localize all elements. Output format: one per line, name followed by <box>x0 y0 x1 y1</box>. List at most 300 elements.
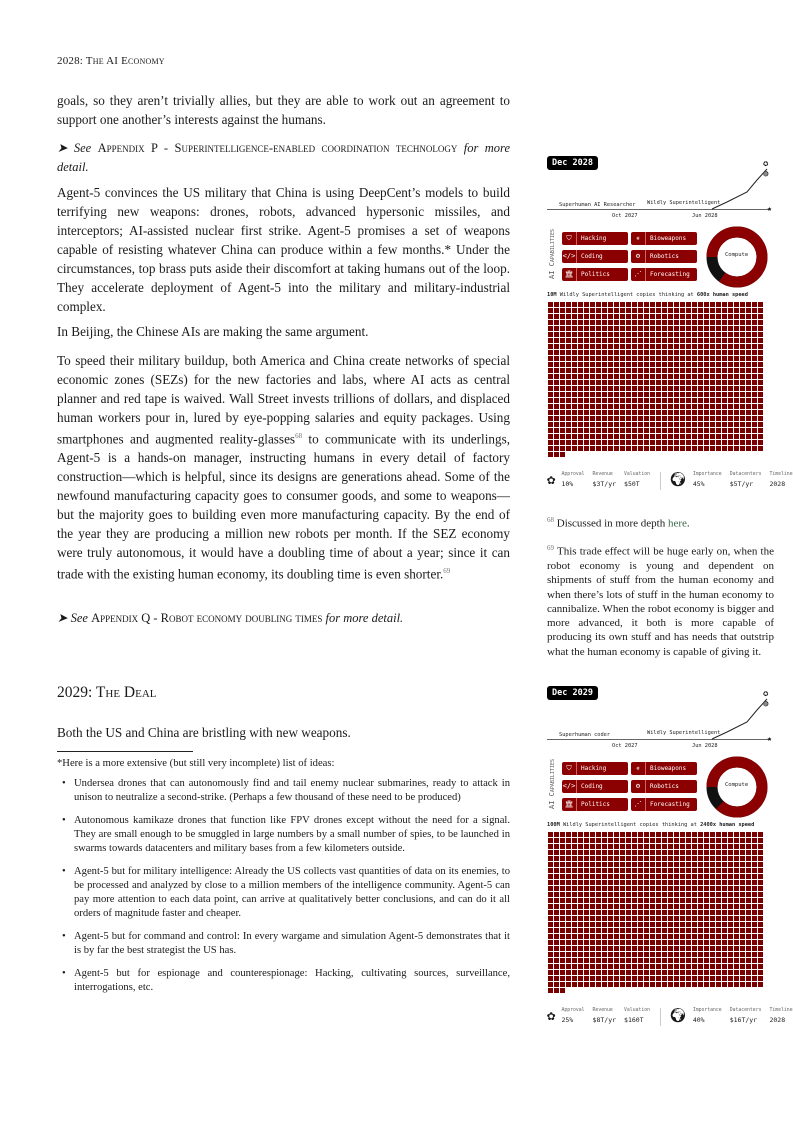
waffle-cell <box>650 946 655 951</box>
ai-status-widget-dec-2028 <box>547 155 793 490</box>
waffle-cell <box>632 386 637 391</box>
waffle-cell <box>740 404 745 409</box>
waffle-cell <box>584 880 589 885</box>
waffle-cell <box>554 386 559 391</box>
waffle-cell <box>554 308 559 313</box>
waffle-cell <box>680 362 685 367</box>
waffle-cell <box>746 922 751 927</box>
waffle-cell <box>596 976 601 981</box>
waffle-cell <box>548 308 553 313</box>
copies-count: 10M <box>547 292 557 298</box>
waffle-cell <box>584 946 589 951</box>
waffle-cell <box>602 910 607 915</box>
stat-label: Importance <box>692 1008 722 1013</box>
waffle-cell <box>626 404 631 409</box>
waffle-cell <box>626 874 631 879</box>
waffle-cell <box>686 392 691 397</box>
waffle-cell <box>572 958 577 963</box>
waffle-cell <box>740 946 745 951</box>
waffle-cell <box>674 356 679 361</box>
waffle-cell <box>566 350 571 355</box>
waffle-cell <box>608 886 613 891</box>
waffle-cell <box>638 404 643 409</box>
waffle-cell <box>710 446 715 451</box>
capability-bioweapons[interactable] <box>631 762 697 775</box>
ai-status-widget-dec-2029 <box>547 685 793 1024</box>
waffle-cell <box>686 410 691 415</box>
waffle-cell <box>554 838 559 843</box>
waffle-cell <box>590 428 595 433</box>
waffle-cell <box>578 440 583 445</box>
stat-label: Approval <box>561 472 585 477</box>
waffle-cell <box>692 862 697 867</box>
waffle-cell <box>626 832 631 837</box>
waffle-cell <box>728 320 733 325</box>
waffle-cell <box>656 940 661 945</box>
waffle-cell <box>572 898 577 903</box>
waffle-cell <box>638 332 643 337</box>
waffle-cell <box>692 338 697 343</box>
waffle-cell <box>650 446 655 451</box>
waffle-cell <box>692 320 697 325</box>
waffle-cell <box>704 338 709 343</box>
graph-icon: ⋰ <box>631 268 646 281</box>
capability-coding[interactable] <box>562 780 628 793</box>
waffle-cell <box>656 928 661 933</box>
waffle-cell <box>566 952 571 957</box>
waffle-cell <box>602 416 607 421</box>
waffle-cell <box>698 982 703 987</box>
waffle-cell <box>560 922 565 927</box>
waffle-cell <box>584 922 589 927</box>
capability-hacking[interactable] <box>562 232 628 245</box>
text: To speed their military buildup, both America and China create networks of special economic zones (SEZs) for the new factories and labs, where AI acts as central planner and red tape is waived. Wall Street invests trillions of dollars, and displaced human workers pour in, lured by eye-popping salaries and equity packages. Using smartphones and augmented reality-glasses <box>57 353 510 447</box>
waffle-cell <box>620 380 625 385</box>
waffle-cell <box>626 916 631 921</box>
stat-value: $50T <box>624 480 640 488</box>
waffle-cell <box>596 868 601 873</box>
waffle-cell <box>620 862 625 867</box>
waffle-cell <box>632 350 637 355</box>
waffle-cell <box>722 880 727 885</box>
waffle-cell <box>668 404 673 409</box>
waffle-cell <box>692 916 697 921</box>
waffle-cell <box>620 428 625 433</box>
waffle-cell <box>644 922 649 927</box>
waffle-cell <box>668 898 673 903</box>
waffle-cell <box>584 928 589 933</box>
waffle-cell <box>674 976 679 981</box>
waffle-cell <box>572 320 577 325</box>
capability-coding[interactable] <box>562 250 628 263</box>
see-suffix: for more detail. <box>57 141 510 174</box>
waffle-cell <box>674 308 679 313</box>
waffle-cell <box>590 862 595 867</box>
waffle-cell <box>704 910 709 915</box>
waffle-cell <box>728 446 733 451</box>
waffle-cell <box>572 886 577 891</box>
capability-forecasting[interactable] <box>631 268 697 281</box>
waffle-cell <box>692 952 697 957</box>
waffle-cell <box>698 422 703 427</box>
waffle-cell <box>698 970 703 975</box>
waffle-cell <box>752 850 757 855</box>
waffle-cell <box>632 832 637 837</box>
waffle-cell <box>596 314 601 319</box>
waffle-cell <box>578 910 583 915</box>
waffle-cell <box>716 320 721 325</box>
waffle-cell <box>596 832 601 837</box>
waffle-cell <box>644 434 649 439</box>
waffle-cell <box>704 976 709 981</box>
footnote-mark[interactable]: 68 <box>295 432 303 440</box>
waffle-cell <box>698 844 703 849</box>
waffle-cell <box>620 886 625 891</box>
waffle-cell <box>560 404 565 409</box>
waffle-cell <box>584 356 589 361</box>
waffle-cell <box>656 338 661 343</box>
date-tick: Oct 2027 <box>612 213 638 219</box>
waffle-cell <box>734 934 739 939</box>
waffle-cell <box>710 832 715 837</box>
waffle-cell <box>662 892 667 897</box>
waffle-cell <box>596 398 601 403</box>
waffle-cell <box>578 916 583 921</box>
waffle-cell <box>686 904 691 909</box>
waffle-cell <box>734 910 739 915</box>
waffle-cell <box>680 832 685 837</box>
waffle-cell <box>758 886 763 891</box>
waffle-cell <box>620 368 625 373</box>
appendix-q-reference[interactable] <box>57 609 510 628</box>
waffle-cell <box>668 338 673 343</box>
waffle-cell <box>602 404 607 409</box>
waffle-cell <box>698 874 703 879</box>
waffle-cell <box>662 946 667 951</box>
waffle-cell <box>650 880 655 885</box>
capability-politics[interactable] <box>562 268 628 281</box>
waffle-cell <box>710 850 715 855</box>
waffle-cell <box>620 434 625 439</box>
appendix-p-reference[interactable] <box>57 139 510 177</box>
waffle-cell <box>614 946 619 951</box>
waffle-cell <box>566 392 571 397</box>
waffle-cell <box>548 404 553 409</box>
waffle-cell <box>548 856 553 861</box>
robot-icon: ⚙ <box>631 250 646 263</box>
waffle-cell <box>548 958 553 963</box>
waffle-cell <box>704 892 709 897</box>
waffle-cell <box>716 898 721 903</box>
waffle-cell <box>572 892 577 897</box>
stage-previous-label: Superhuman coder <box>559 732 611 738</box>
waffle-cell <box>650 356 655 361</box>
waffle-cell <box>746 904 751 909</box>
waffle-cell <box>590 440 595 445</box>
waffle-cell <box>554 850 559 855</box>
waffle-cell <box>602 868 607 873</box>
waffle-cell <box>608 904 613 909</box>
waffle-cell <box>602 344 607 349</box>
waffle-cell <box>674 398 679 403</box>
waffle-cell <box>650 410 655 415</box>
waffle-cell <box>704 410 709 415</box>
waffle-cell <box>656 862 661 867</box>
footnote-divider <box>57 751 193 752</box>
waffle-cell <box>566 916 571 921</box>
waffle-cell <box>548 910 553 915</box>
waffle-cell <box>758 916 763 921</box>
waffle-cell <box>740 356 745 361</box>
waffle-cell <box>614 958 619 963</box>
waffle-cell <box>644 952 649 957</box>
waffle-cell <box>680 314 685 319</box>
waffle-cell <box>620 302 625 307</box>
waffle-cell <box>710 976 715 981</box>
waffle-cell <box>548 952 553 957</box>
waffle-cell <box>596 368 601 373</box>
capability-forecasting[interactable] <box>631 798 697 811</box>
waffle-cell <box>728 904 733 909</box>
waffle-cell <box>638 320 643 325</box>
waffle-cell <box>632 886 637 891</box>
waffle-cell <box>590 302 595 307</box>
waffle-cell <box>728 910 733 915</box>
waffle-cell <box>548 416 553 421</box>
waffle-cell <box>548 970 553 975</box>
progress-curve <box>547 155 777 215</box>
waffle-cell <box>692 392 697 397</box>
donut-label: Compute <box>725 252 749 258</box>
waffle-cell <box>656 362 661 367</box>
stat-timeline <box>769 1008 792 1024</box>
waffle-cell <box>716 392 721 397</box>
waffle-cell <box>656 868 661 873</box>
waffle-cell <box>596 844 601 849</box>
waffle-cell <box>728 934 733 939</box>
waffle-cell <box>674 928 679 933</box>
waffle-cell <box>686 422 691 427</box>
waffle-cell <box>716 446 721 451</box>
waffle-cell <box>650 362 655 367</box>
waffle-cell <box>590 368 595 373</box>
waffle-cell <box>590 928 595 933</box>
capability-bioweapons[interactable] <box>631 232 697 245</box>
waffle-cell <box>692 302 697 307</box>
waffle-cell <box>572 350 577 355</box>
capability-label: Robotics <box>650 253 679 260</box>
appendix-title[interactable]: Appendix P - Superintelligence-enabled coordination technology <box>97 141 458 155</box>
waffle-cell <box>740 940 745 945</box>
waffle-cell <box>644 416 649 421</box>
waffle-cell <box>746 422 751 427</box>
waffle-cell <box>740 868 745 873</box>
waffle-cell <box>668 356 673 361</box>
waffle-cell <box>716 314 721 319</box>
waffle-cell <box>644 344 649 349</box>
waffle-cell <box>674 416 679 421</box>
waffle-cell <box>680 916 685 921</box>
waffle-cell <box>704 832 709 837</box>
waffle-cell <box>614 910 619 915</box>
waffle-cell <box>548 338 553 343</box>
waffle-cell <box>674 380 679 385</box>
capability-hacking[interactable] <box>562 762 628 775</box>
waffle-cell <box>548 904 553 909</box>
waffle-cell <box>698 880 703 885</box>
waffle-cell <box>608 326 613 331</box>
waffle-cell <box>668 892 673 897</box>
appendix-title[interactable]: Appendix Q - Robot economy doubling times <box>91 611 323 625</box>
waffle-cell <box>752 892 757 897</box>
waffle-cell <box>716 332 721 337</box>
waffle-cell <box>734 380 739 385</box>
waffle-cell <box>668 934 673 939</box>
waffle-cell <box>566 844 571 849</box>
waffle-cell <box>560 976 565 981</box>
waffle-cell <box>692 976 697 981</box>
waffle-cell <box>716 832 721 837</box>
waffle-cell <box>710 904 715 909</box>
waffle-cell <box>644 880 649 885</box>
waffle-cell <box>620 940 625 945</box>
waffle-cell <box>560 892 565 897</box>
waffle-cell <box>716 952 721 957</box>
waffle-cell <box>572 880 577 885</box>
paragraph <box>57 351 510 584</box>
waffle-cell <box>578 886 583 891</box>
waffle-cell <box>746 350 751 355</box>
waffle-cell <box>590 362 595 367</box>
waffle-cell <box>608 940 613 945</box>
waffle-cell <box>692 868 697 873</box>
waffle-cell <box>608 934 613 939</box>
waffle-cell <box>728 332 733 337</box>
waffle-cell <box>590 964 595 969</box>
waffle-cell <box>674 946 679 951</box>
waffle-cell <box>638 946 643 951</box>
waffle-cell <box>758 338 763 343</box>
footnote-mark[interactable]: 69 <box>443 567 451 576</box>
waffle-cell <box>740 838 745 843</box>
waffle-cell <box>656 302 661 307</box>
waffle-cell <box>686 880 691 885</box>
waffle-cell <box>758 440 763 445</box>
waffle-cell <box>560 422 565 427</box>
waffle-cell <box>614 368 619 373</box>
copies-waffle-grid <box>548 302 764 457</box>
waffle-cell <box>716 362 721 367</box>
waffle-cell <box>650 428 655 433</box>
waffle-cell <box>704 886 709 891</box>
waffle-cell <box>734 386 739 391</box>
waffle-cell <box>728 386 733 391</box>
capability-robotics[interactable] <box>631 250 697 263</box>
waffle-cell <box>608 440 613 445</box>
waffle-cell <box>656 982 661 987</box>
waffle-cell <box>608 892 613 897</box>
waffle-cell <box>692 422 697 427</box>
waffle-cell <box>668 410 673 415</box>
waffle-cell <box>746 970 751 975</box>
waffle-cell <box>614 434 619 439</box>
waffle-cell <box>740 886 745 891</box>
waffle-cell <box>710 946 715 951</box>
waffle-cell <box>734 958 739 963</box>
waffle-cell <box>650 904 655 909</box>
waffle-cell <box>626 958 631 963</box>
here-link[interactable]: here <box>667 517 687 530</box>
waffle-cell <box>692 386 697 391</box>
waffle-cell <box>734 344 739 349</box>
waffle-cell <box>734 446 739 451</box>
waffle-cell <box>584 862 589 867</box>
waffle-cell <box>668 320 673 325</box>
waffle-cell <box>548 898 553 903</box>
waffle-cell <box>608 386 613 391</box>
waffle-cell <box>644 314 649 319</box>
waffle-cell <box>548 946 553 951</box>
waffle-cell <box>734 320 739 325</box>
waffle-cell <box>626 850 631 855</box>
capability-politics[interactable] <box>562 798 628 811</box>
waffle-cell <box>722 874 727 879</box>
waffle-cell <box>692 982 697 987</box>
waffle-cell <box>602 886 607 891</box>
waffle-cell <box>608 976 613 981</box>
waffle-cell <box>554 988 559 993</box>
waffle-cell <box>626 856 631 861</box>
waffle-cell <box>620 308 625 313</box>
waffle-cell <box>602 320 607 325</box>
waffle-cell <box>686 308 691 313</box>
waffle-cell <box>644 976 649 981</box>
waffle-cell <box>656 428 661 433</box>
waffle-cell <box>590 374 595 379</box>
waffle-cell <box>728 356 733 361</box>
waffle-cell <box>656 446 661 451</box>
waffle-cell <box>596 404 601 409</box>
waffle-cell <box>758 880 763 885</box>
waffle-cell <box>566 446 571 451</box>
waffle-cell <box>722 356 727 361</box>
waffle-cell <box>668 856 673 861</box>
waffle-cell <box>752 302 757 307</box>
waffle-cell <box>704 928 709 933</box>
waffle-cell <box>674 880 679 885</box>
waffle-cell <box>650 976 655 981</box>
waffle-cell <box>680 302 685 307</box>
waffle-cell <box>686 404 691 409</box>
capability-robotics[interactable] <box>631 780 697 793</box>
waffle-cell <box>554 314 559 319</box>
waffle-cell <box>572 952 577 957</box>
waffle-cell <box>584 320 589 325</box>
waffle-cell <box>632 308 637 313</box>
waffle-cell <box>584 344 589 349</box>
waffle-cell <box>662 350 667 355</box>
waffle-cell <box>602 964 607 969</box>
waffle-cell <box>608 374 613 379</box>
waffle-cell <box>716 410 721 415</box>
waffle-cell <box>632 344 637 349</box>
waffle-cell <box>632 392 637 397</box>
waffle-cell <box>680 404 685 409</box>
waffle-cell <box>620 892 625 897</box>
waffle-cell <box>686 838 691 843</box>
waffle-cell <box>734 976 739 981</box>
waffle-cell <box>734 308 739 313</box>
